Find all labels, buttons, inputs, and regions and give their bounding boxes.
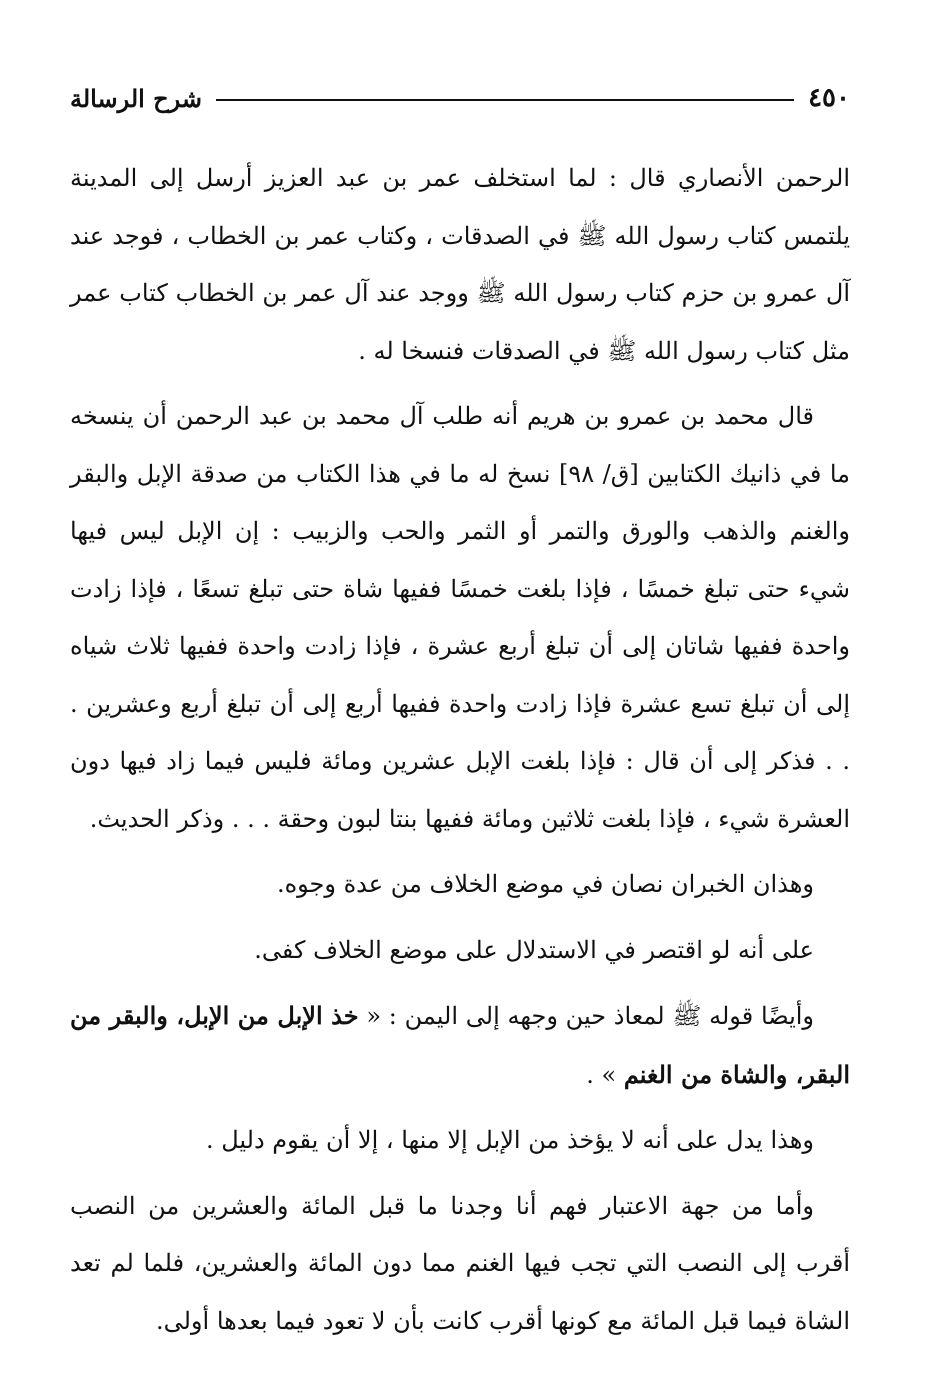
paragraph-text: وأما من جهة الاعتبار فهم أنا وجدنا ما قبل المائة والعشرين من النصب أقرب إلى النصب التي تجب فيها الغنم مما دون المائة والعشرين، فلما لم تعد الشاة فيما قبل المائة مع كونها أقرب كانت بأن لا تعود فيما بعدها أولى.: [70, 1191, 851, 1335]
paragraph: [70, 150, 850, 380]
running-title: شرح الرسالة: [70, 83, 203, 113]
page-header: [70, 78, 850, 118]
paragraph: [70, 1112, 850, 1170]
paragraph-text: وهذان الخبران نصان في موضع الخلاف من عدة وجوه.: [276, 870, 814, 898]
paragraph-text: قال محمد بن عمرو بن هريم أنه طلب آل محمد بن عبد الرحمن أن ينسخه ما في ذانيك الكتابين [ق/ ٩٨] نسخ له ما في هذا الكتاب من صدقة الإبل والبقر والغنم والذهب والورق والتمر أو الثمر والحب والزبيب : إن الإبل ليس فيها شيء حتى تبلغ خمسًا ، فإذا بلغت خمسًا ففيها شاة حتى تبلغ تسعًا ، فإذا زادت واحدة ففيها شاتان إلى أن تبلغ أربع عشرة ، فإذا زادت واحدة ففيها ثلاث شياه إلى أن تبلغ تسع عشرة فإذا زادت واحدة ففيها أربع إلى أن تبلغ أربع وعشرين . . . فذكر إلى أن قال : فإذا بلغت الإبل عشرين ومائة فليس فيما زاد فيها دون العشرة شيء ، فإذا بلغت ثلاثين ومائة ففيها بنتا لبون وحقة . . . وذكر الحديث.: [70, 402, 851, 833]
paragraph: [70, 987, 850, 1104]
paragraph-text: وهذا يدل على أنه لا يؤخذ من الإبل إلا منها ، إلا أن يقوم دليل .: [205, 1126, 814, 1154]
body-text: [70, 150, 850, 1350]
paragraph: [70, 1178, 850, 1351]
paragraph: [70, 388, 850, 848]
book-page: [70, 78, 850, 1358]
paragraph: [70, 856, 850, 914]
paragraph: [70, 922, 850, 980]
paragraph-text: » .: [586, 1060, 624, 1089]
paragraph-text: الرحمن الأنصاري قال : لما استخلف عمر بن عبد العزيز أرسل إلى المدينة يلتمس كتاب رسول الله ﷺ في الصدقات ، وكتاب عمر بن الخطاب ، فوجد عند آل عمرو بن حزم كتاب رسول الله ﷺ ووجد عند آل عمر بن الخطاب كتاب عمر مثل كتاب رسول الله ﷺ في الصدقات فنسخا له .: [70, 164, 850, 365]
header-divider: [216, 99, 794, 101]
hadith-quote: خذ الإبل من الإبل، والبقر من البقر، والشاة من الغنم: [70, 1001, 850, 1089]
page-number: ٤٥٠: [808, 83, 850, 113]
paragraph-text: وأيضًا قوله ﷺ لمعاذ حين وجهه إلى اليمن : «: [358, 1002, 815, 1030]
paragraph-text: على أنه لو اقتصر في الاستدلال على موضع الخلاف كفى.: [254, 935, 814, 964]
